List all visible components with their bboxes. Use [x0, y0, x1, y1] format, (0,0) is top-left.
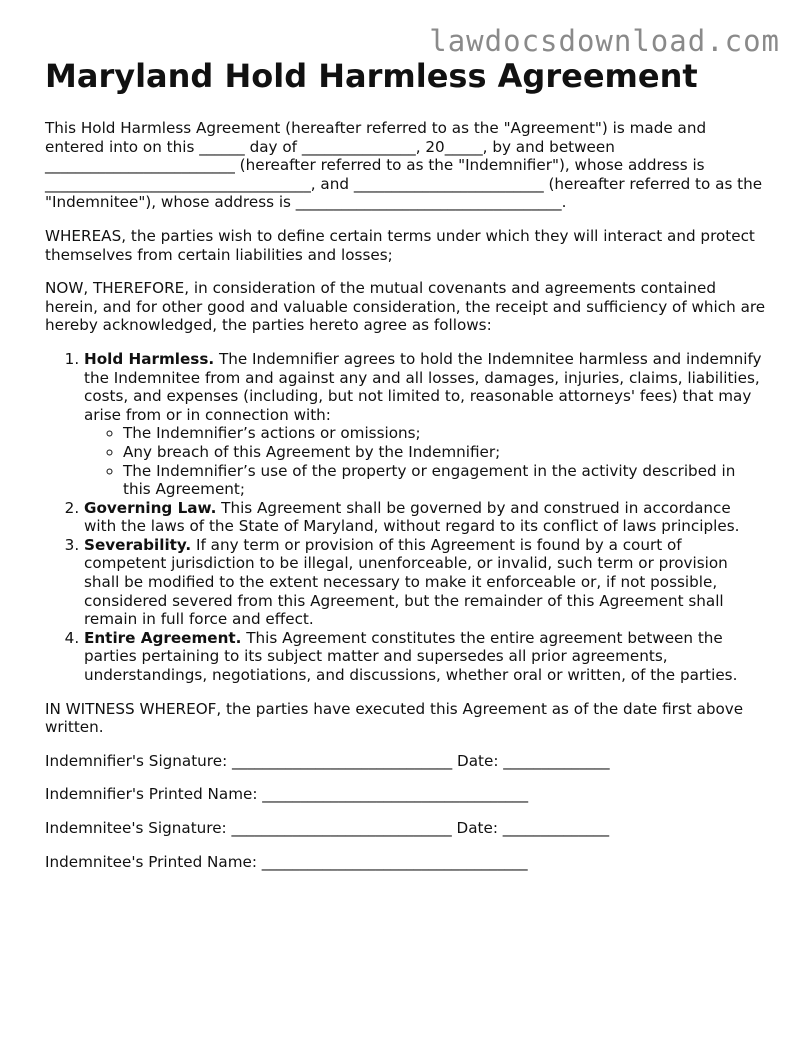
term-governing-law	[84, 499, 767, 536]
term-heading: Entire Agreement.	[84, 628, 242, 647]
term-text: The Indemnifier agrees to hold the Indemnitee harmless and indemnify the Indemnitee from and against any and all losses, damages, injuries, claims, liabilities, costs, and expenses (including, but not limited to, reasonable attorneys' fees) that may arise from or in connection with:	[84, 349, 762, 424]
term-heading: Hold Harmless.	[84, 349, 215, 368]
subitem: ◦ The Indemnifier’s use of the property or engagement in the activity described in this Agreement;	[123, 462, 767, 499]
term-text: If any term or provision of this Agreement is found by a court of competent jurisdiction to be illegal, unenforceable, or invalid, such term or provision shall be modified to the extent necessary to make it enforceable or, if not possible, considered severed from this Agreement, but the remainder of this Agreement shall remain in full force and effect.	[84, 535, 728, 629]
witness-paragraph: IN WITNESS WHEREOF, the parties have executed this Agreement as of the date first above written.	[45, 699, 744, 737]
hold-harmless-subitems	[84, 424, 767, 498]
document-page	[45, 56, 767, 886]
watermark: lawdocsdownload.com	[429, 24, 780, 58]
indemnitee-signature-line[interactable]: Indemnitee's Signature: _____________________________ Date: ______________	[45, 819, 610, 837]
term-entire-agreement	[84, 629, 767, 685]
indemnitee-printed-name-line[interactable]: Indemnitee's Printed Name: ___________________________________	[45, 852, 528, 871]
term-heading: Severability.	[84, 535, 192, 554]
document-title: Maryland Hold Harmless Agreement	[45, 57, 698, 95]
term-heading: Governing Law.	[84, 498, 217, 517]
whereas-paragraph: WHEREAS, the parties wish to define certain terms under which they will interact and protect themselves from certain liabilities and losses;	[45, 226, 755, 264]
subitem: ◦ Any breach of this Agreement by the Indemnifier;	[123, 443, 767, 462]
terms-list	[45, 350, 767, 685]
intro-paragraph: This Hold Harmless Agreement (hereafter referred to as the "Agreement") is made and entered into on this ______ day of _______________, 20_____, by and between _________________________ (hereafter referred to as the "Indemnifier"), whose address is ___________________________________, and _________________________ (hereafter referred to as the "Indemnitee"), whose address is ___________________________________.	[45, 119, 763, 212]
subitem: ◦ The Indemnifier’s actions or omissions;	[123, 424, 767, 443]
indemnifier-signature-line[interactable]: Indemnifier's Signature: _____________________________ Date: ______________	[45, 751, 610, 770]
now-therefore-paragraph: NOW, THEREFORE, in consideration of the mutual covenants and agreements contained herein, and for other good and valuable consideration, the receipt and sufficiency of which are hereby acknowledged, the parties hereto agree as follows:	[45, 279, 766, 335]
term-severability	[84, 536, 767, 629]
term-hold-harmless	[84, 350, 767, 499]
indemnifier-printed-name-line[interactable]: Indemnifier's Printed Name: ___________________________________	[45, 785, 529, 804]
term-text: This Agreement shall be governed by and construed in accordance with the laws of the State of Maryland, without regard to its conflict of laws principles.	[84, 498, 740, 536]
term-text: This Agreement constitutes the entire agreement between the parties pertaining to its subject matter and supersedes all prior agreements, understandings, negotiations, and discussions, whether oral or written, of the parties.	[84, 628, 738, 685]
